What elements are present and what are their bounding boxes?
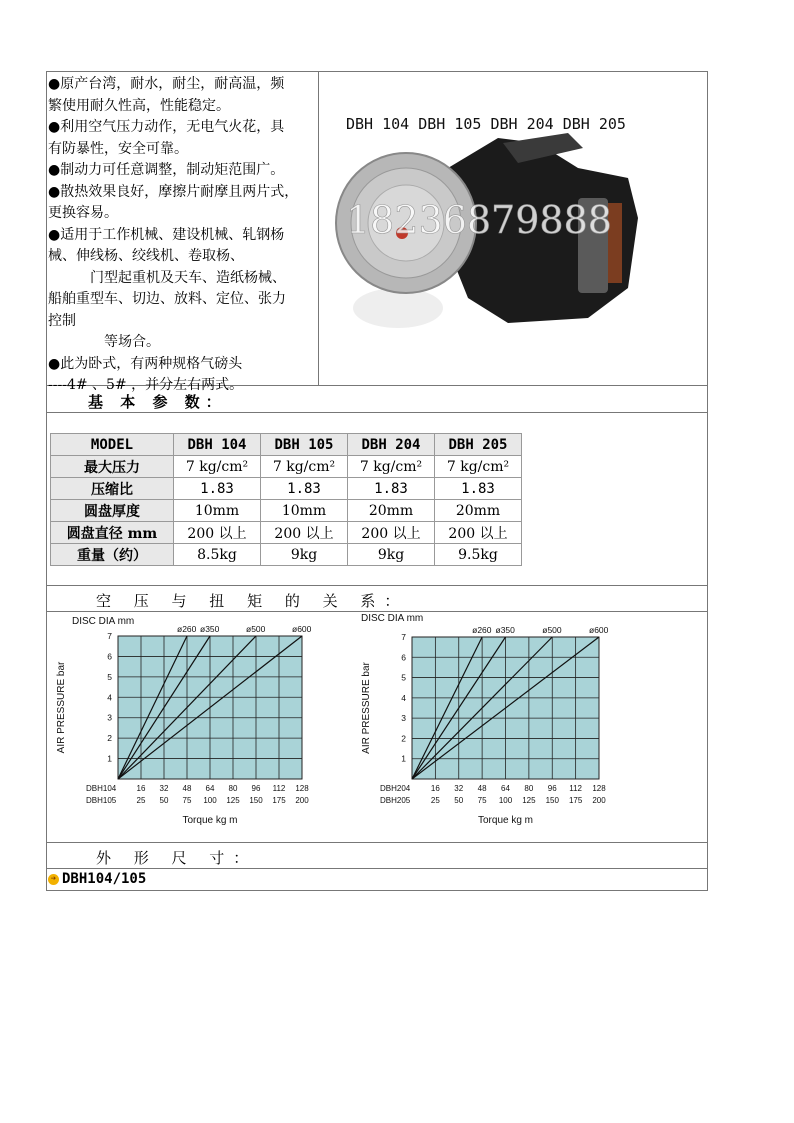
x-tick-label: 128 xyxy=(592,784,606,793)
row-divider xyxy=(47,868,708,869)
params-cell: 20mm xyxy=(435,500,522,522)
x-axis-label: Torque kg m xyxy=(477,815,534,826)
series-label: ø600 xyxy=(292,624,312,634)
feature-line: 有防暴性，安全可靠。 xyxy=(48,140,188,157)
params-cell: 20mm xyxy=(348,500,435,522)
feature-list xyxy=(48,74,316,397)
x-row-name: DBH205 xyxy=(380,796,411,805)
x-tick-label: 128 xyxy=(295,784,309,793)
x-tick-label: 96 xyxy=(547,784,557,793)
params-row xyxy=(51,478,522,500)
feature-line: 控制 xyxy=(48,312,76,329)
params-cell: 1.83 xyxy=(435,478,522,500)
x-tick-label: 50 xyxy=(454,796,464,805)
x-tick-label: 16 xyxy=(430,784,440,793)
y-tick-label: 6 xyxy=(401,652,406,663)
params-cell: 200 以上 xyxy=(261,522,348,544)
x-tick-label: 125 xyxy=(522,796,536,805)
x-tick-label: 80 xyxy=(524,784,534,793)
params-header-cell: DBH 104 xyxy=(174,434,261,456)
feature-line: 更换容易。 xyxy=(48,205,118,221)
series-label: ø500 xyxy=(246,624,266,634)
x-tick-label: 80 xyxy=(228,784,238,793)
series-label: ø260 xyxy=(472,625,492,635)
y-tick-label: 4 xyxy=(401,692,406,703)
y-tick-label: 7 xyxy=(401,632,406,642)
x-tick-label: 96 xyxy=(251,784,261,793)
feature-line: 门型起重机及天车、造纸杨械、 xyxy=(48,269,286,286)
x-tick-label: 175 xyxy=(568,796,583,805)
params-row-label: 圆盘厚度 xyxy=(51,500,174,522)
series-label: ø500 xyxy=(542,625,562,635)
product-photo xyxy=(328,108,700,336)
dimension-item-label: DBH104/105 xyxy=(62,871,147,887)
y-tick-label: 4 xyxy=(107,692,112,703)
params-row xyxy=(51,522,522,544)
series-label: ø350 xyxy=(200,624,220,634)
params-cell: 9kg xyxy=(348,544,435,566)
arrow-right-icon: ➔ xyxy=(48,874,59,885)
params-row xyxy=(51,500,522,522)
params-row-label: 圆盘直径 mm xyxy=(51,522,174,544)
x-tick-label: 25 xyxy=(136,796,146,805)
params-row-label: 重量（约） xyxy=(51,544,174,566)
feature-line: ----4# 、5# ，并分左右两式。 xyxy=(48,377,244,393)
feature-line: ●原产台湾，耐水，耐尘，耐高温，频 xyxy=(48,76,285,92)
x-tick-label: 48 xyxy=(182,784,192,793)
x-tick-label: 112 xyxy=(272,784,286,793)
feature-line: 繁使用耐久性高，性能稳定。 xyxy=(48,97,230,114)
x-tick-label: 25 xyxy=(430,796,440,805)
x-tick-label: 200 xyxy=(592,796,606,805)
feature-line: 船舶重型车、切边、放料、定位、张力 xyxy=(48,291,286,307)
params-table xyxy=(50,433,522,566)
feature-line: ●此为卧式，有两种规格气磅头 xyxy=(48,355,243,372)
torque-chart-dbh104-105 xyxy=(50,612,320,837)
params-cell: 7 kg/cm² xyxy=(261,456,348,478)
x-tick-label: 200 xyxy=(295,796,309,805)
params-cell: 10mm xyxy=(261,500,348,522)
row-divider xyxy=(47,412,708,413)
x-tick-label: 48 xyxy=(477,784,487,793)
params-cell: 200 以上 xyxy=(174,522,261,544)
series-label: ø260 xyxy=(177,624,197,634)
params-row xyxy=(51,544,522,566)
params-cell: 200 以上 xyxy=(348,522,435,544)
y-tick-label: 1 xyxy=(401,753,406,764)
row-divider xyxy=(47,842,708,843)
feature-line: ●适用于工作机械、建设机械、轧钢杨 xyxy=(48,226,285,243)
y-tick-label: 5 xyxy=(401,672,406,683)
y-tick-label: 5 xyxy=(107,671,112,682)
x-tick-label: 100 xyxy=(498,796,513,805)
x-tick-label: 75 xyxy=(477,796,487,805)
x-tick-label: 64 xyxy=(205,784,215,793)
params-row-label: 最大压力 xyxy=(51,456,174,478)
params-title: 基 本 参 数： xyxy=(88,393,227,411)
params-cell: 1.83 xyxy=(174,478,261,500)
chart-title: DISC DIA mm xyxy=(361,613,424,624)
y-tick-label: 2 xyxy=(401,733,406,744)
row-divider xyxy=(47,585,708,586)
dimensions-title: 外 形 尺 寸： xyxy=(96,849,258,867)
x-tick-label: 16 xyxy=(136,784,146,793)
feature-line: 等场合。 xyxy=(48,334,160,350)
x-tick-label: 64 xyxy=(501,784,510,793)
series-label: ø350 xyxy=(495,625,515,635)
y-tick-label: 2 xyxy=(107,733,112,744)
photo-watermark: 18236879888 xyxy=(346,198,612,242)
x-tick-label: 125 xyxy=(226,796,240,805)
x-row-name: DBH204 xyxy=(380,784,411,793)
x-tick-label: 175 xyxy=(272,796,286,805)
x-tick-label: 32 xyxy=(159,784,169,793)
photo-models-caption: DBH 104 DBH 105 DBH 204 DBH 205 xyxy=(346,115,626,133)
y-tick-label: 7 xyxy=(107,631,112,641)
params-cell: 1.83 xyxy=(348,478,435,500)
y-tick-label: 3 xyxy=(401,713,406,724)
params-cell: 200 以上 xyxy=(435,522,522,544)
y-tick-label: 1 xyxy=(107,753,112,764)
y-axis-label: AIR PRESSURE bar xyxy=(56,661,67,754)
feature-line: ●利用空气压力动作，无电气火花，具 xyxy=(48,119,285,135)
params-cell: 8.5kg xyxy=(174,544,261,566)
params-cell: 7 kg/cm² xyxy=(348,456,435,478)
pressure-torque-title: 空 压 与 扭 矩 的 关 系： xyxy=(96,592,409,610)
x-tick-label: 50 xyxy=(159,796,169,805)
params-cell: 7 kg/cm² xyxy=(435,456,522,478)
series-label: ø600 xyxy=(589,625,609,635)
y-tick-label: 6 xyxy=(107,651,112,662)
params-cell: 9.5kg xyxy=(435,544,522,566)
x-tick-label: 32 xyxy=(454,784,464,793)
dimension-item[interactable] xyxy=(48,871,146,887)
params-cell: 1.83 xyxy=(261,478,348,500)
x-tick-label: 150 xyxy=(545,796,559,805)
y-tick-label: 3 xyxy=(107,712,112,723)
y-axis-label: AIR PRESSURE bar xyxy=(361,662,372,754)
params-header-row xyxy=(51,434,522,456)
params-cell: 9kg xyxy=(261,544,348,566)
params-header-cell: DBH 105 xyxy=(261,434,348,456)
feature-line: 械、伸线杨、绞线机、卷取杨、 xyxy=(48,248,244,264)
params-header-cell: MODEL xyxy=(51,434,174,456)
x-row-name: DBH104 xyxy=(86,784,117,793)
column-divider xyxy=(318,72,319,386)
x-tick-label: 75 xyxy=(182,796,192,805)
params-cell: 7 kg/cm² xyxy=(174,456,261,478)
x-tick-label: 150 xyxy=(249,796,263,805)
chart-title: DISC DIA mm xyxy=(72,616,135,627)
params-row xyxy=(51,456,522,478)
params-cell: 10mm xyxy=(174,500,261,522)
params-row-label: 压缩比 xyxy=(51,478,174,500)
x-tick-label: 100 xyxy=(203,796,217,805)
feature-line: ●散热效果良好，摩擦片耐摩且两片式， xyxy=(48,183,299,200)
torque-chart-dbh204-205 xyxy=(355,609,617,839)
x-tick-label: 112 xyxy=(569,784,583,793)
x-axis-label: Torque kg m xyxy=(182,815,238,826)
x-row-name: DBH105 xyxy=(86,796,117,805)
feature-line: ●制动力可任意调整，制动矩范围广。 xyxy=(48,162,285,178)
params-header-cell: DBH 204 xyxy=(348,434,435,456)
params-header-cell: DBH 205 xyxy=(435,434,522,456)
